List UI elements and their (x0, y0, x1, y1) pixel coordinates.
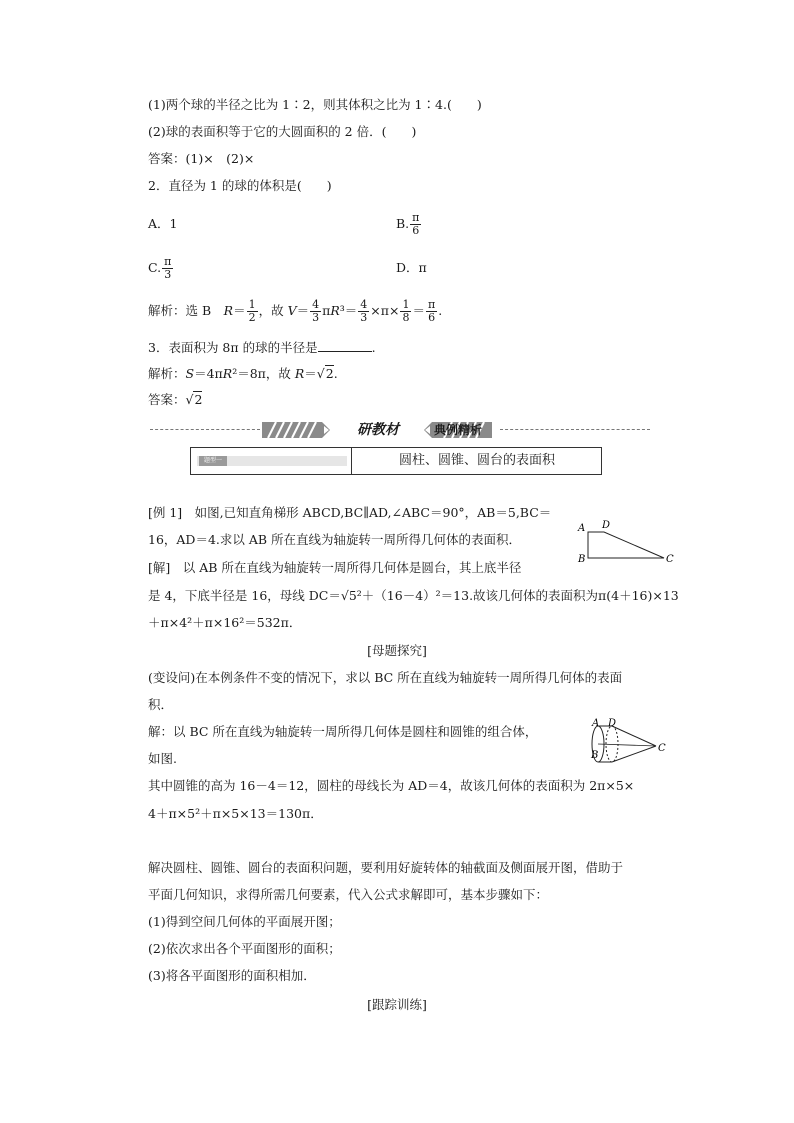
q2-option-b: B. $\frac{\pi}{6}$ (396, 211, 420, 237)
example1-solution3: ＋π×4²＋π×16²＝532π． (148, 615, 302, 630)
variant-solution4: 4＋π×5²＋π×5×13＝130π． (148, 806, 323, 821)
banner-dash-left (150, 429, 260, 430)
q1-answer: 答案：(1)× (2)× (148, 151, 255, 166)
variant-question2: 积． (148, 697, 174, 712)
followup-heading: [跟踪训练] (367, 997, 427, 1012)
trapezoid-figure (576, 518, 676, 564)
fig1-label-c: C (666, 554, 674, 564)
topic-tag: 题型一 (197, 456, 347, 466)
method-step3: (3)将各平面图形的面积相加． (148, 968, 316, 983)
q2-option-d: D．π (396, 260, 427, 275)
fig1-label-b: B (578, 554, 586, 564)
variant-question1: (变设问)在本例条件不变的情况下，求以 BC 所在直线为轴旋转一周所得几何体的表面 (148, 670, 623, 685)
topic-box (190, 447, 602, 475)
example1-solution1: [解] 以 AB 所在直线为轴旋转一周所得几何体是圆台，其上底半径 (148, 560, 522, 575)
example1-line1: [例 1] 如图,已知直角梯形 ABCD,BC∥AD,∠ABC＝90°，AB＝5,BC＝ (148, 505, 552, 520)
q2-analysis: 解析：选 B R＝ $\frac{1}{2}$ ，故 V＝ $\frac{4}{3}$ πR³＝ $\frac{4}{3}$ ×π× $\frac{1}{8}$ ＝ $\frac{\pi}{6}$ . (148, 298, 443, 324)
banner-left-label: 研教材 (357, 422, 399, 438)
method-paragraph2: 平面几何知识，求得所需几何要素，代入公式求解即可，基本步骤如下： (148, 887, 549, 902)
variant-solution3: 其中圆锥的高为 16－4＝12，圆柱的母线长为 AD＝4，故该几何体的表面积为 2π×5× (148, 778, 635, 793)
section-banner (150, 420, 650, 440)
fig2-label-b: B (591, 750, 599, 761)
q1-item1: (1)两个球的半径之比为 1∶2，则其体积之比为 1∶4.( ) (148, 97, 482, 112)
q3-answer: 答案：√2 (148, 392, 203, 407)
q3-analysis: 解析：S＝4πR²＝8π，故 R＝√2. (148, 366, 338, 381)
topic-title: 圆柱、圆锥、圆台的表面积 (398, 453, 555, 468)
fig2-label-c: C (658, 743, 666, 754)
method-paragraph1: 解决圆柱、圆锥、圆台的表面积问题，要利用好旋转体的轴截面及侧面展开图，借助于 (148, 860, 624, 875)
variant-heading: [母题探究] (367, 643, 427, 658)
cylinder-cone-figure (586, 716, 676, 768)
q2-option-a: A．1 (148, 216, 178, 231)
variant-solution1: 解：以 BC 所在直线为轴旋转一周所得几何体是圆柱和圆锥的组合体， (148, 724, 538, 739)
q2-stem: 2．直径为 1 的球的体积是( ) (148, 178, 332, 193)
fig2-label-d: D (608, 718, 617, 729)
q1-item2: (2)球的表面积等于它的大圆面积的 2 倍．( ) (148, 124, 417, 139)
fig1-label-a: A (578, 523, 586, 534)
fig2-label-a: A (592, 718, 600, 729)
q2-option-c: C. $\frac{\pi}{3}$ (148, 255, 172, 281)
banner-dash-right (500, 429, 650, 430)
answer-blank (318, 339, 372, 352)
variant-solution2: 如图. (148, 751, 177, 766)
method-step1: (1)得到空间几何体的平面展开图； (148, 914, 341, 929)
example1-solution2: 是 4，下底半径是 16，母线 DC＝√5²＋（16－4）²＝13.故该几何体的表面积为π(4＋16)×13 (148, 588, 679, 603)
banner-right-label: 典例精析 (433, 423, 482, 437)
example1-line2: 16，AD＝4.求以 AB 所在直线为轴旋转一周所得几何体的表面积． (148, 532, 522, 547)
fig1-label-d: D (602, 520, 611, 531)
method-step2: (2)依次求出各个平面图形的面积； (148, 941, 341, 956)
q3-stem: 3．表面积为 8π 的球的半径是 . (148, 340, 376, 355)
